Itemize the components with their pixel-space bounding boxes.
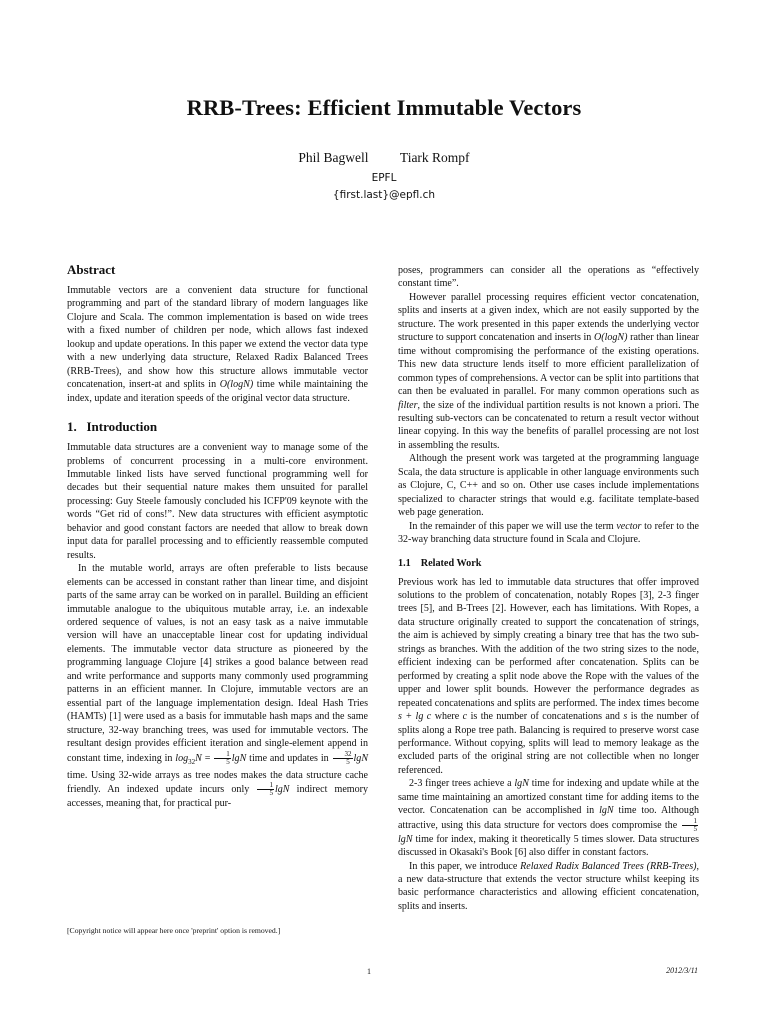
page-number: 1 <box>367 967 371 976</box>
fraction: $\frac{1}{5}$ <box>257 782 274 797</box>
copyright-notice: [Copyright notice will appear here once 'preprint' option is removed.] <box>67 926 281 935</box>
author-email: {first.last}@epfl.ch <box>332 189 436 201</box>
introduction-heading <box>67 419 368 435</box>
fraction: $\frac{1}{5}$ <box>682 818 699 833</box>
paper-title: RRB-Trees: Efficient Immutable Vectors <box>186 95 582 120</box>
subsection-number: 1.1 <box>398 557 411 569</box>
related-work-heading <box>398 557 699 570</box>
related-paragraph-3: In this paper, we introduce Relaxed Radix Balanced Trees (RRB-Trees), a new data-structure that extends the vector structure whilst keeping its basic performance characteristics and allowing efficient concatenation, splits and inserts. <box>398 860 699 912</box>
fraction: $\frac{32}{5}$ <box>333 751 353 766</box>
intro-paragraph-2: In the mutable world, arrays are often preferable to lists because elements can be accessed in constant rather than linear time, and disjoint parts of the same array can be worked on in parallel. Building an efficient immutable analogue to the ubiquitous mutable array, i.e. an indexable ordered sequence of values, is not an easy task as a naive immutable version will have an unacceptable linear cost for updating individual elements. The immutable vector data structure as pioneered by the programming language Clojure [4] strikes a good balance between read and write performance and supports many commonly used programming patterns in an efficient manner. In Clojure, immutable vectors are an essential part of the language implementation design. Ideal Hash Tries (HAMTs) [1] were used as a basis for immutable hash maps and the same structure, 32-way branching trees, was used for immutable vectors. The resultant design provides efficient iteration and single-element append in constant time, indexing in $\log_{32}N$ = $\frac{1}{5}$ lgN time and updates in $\frac{32}{5}$ lgN time. Using 32-wide arrays as tree nodes makes the data structure cache friendly. An indexed update incurs only $\frac{1}{5}$ lgN indirect memory accesses, meaning that, for practical pur- <box>67 563 369 810</box>
intro-paragraph-continued: poses, programmers can consider all the operations as “effectively constant time”. <box>398 265 699 290</box>
affiliation: EPFL <box>371 172 397 184</box>
section-title: Introduction <box>86 419 158 435</box>
right-column <box>398 264 699 913</box>
abstract-text: Immutable vectors are a convenient data structure for functional programming and part of the standard library of modern languages like Clojure and Scala. The common implementation is based on wide trees with a fixed number of children per node, which allows fast indexed lookup and update operations. In this paper we extend the vector data type with a new underlying data structure, Relaxed Radix Balanced Trees (RRB-Trees), and show how this structure allows immutable vector concatenation, insert-at and splits in O(logN) time while maintaining the index, update and iteration speeds of the original vector data structure. <box>67 285 369 404</box>
related-paragraph-2: 2-3 finger trees achieve a lgN time for indexing and update while at the same time maintaining an amortized constant time for adding items to the vector. Concatenation can be accomplished in lgN time too. Although attractive, using this data structure for vectors does compromise the $\frac{1}{5}$ lgN time for index, making it theoretically 5 times slower. Data structures discussed in Okasaki's Book [6] also differ in constant factors. <box>398 778 699 859</box>
related-paragraph-1: Previous work has led to immutable data structures that offer improved solutions to the problem of concatenation, notably Ropes [3], 2-3 finger trees [5], and B-Trees [2]. However, each has limitations. With Ropes, a data structure originally created to support the concatenation of strings, the aim is achieved by simply creating a binary tree that has the two sub-strings as branches. With the addition of the two string sizes to the node, efficient indexing can be performed after concatenation. Splits can be performed by creating a split node above the Rope with the values of the upper and lower split bounds. However the performance degrades as repeated concatenations and splits are performed. The index times become s + lg c where c is the number of concatenations and s is the number of splits along a Rope tree path. Balancing is required to preserve worst case performance. Without copying, splits will lead to memory leakage as the excluded parts of the original string are not collectible when no longer referenced. <box>398 576 700 776</box>
author-list <box>0 150 768 166</box>
subsection-title: Related Work <box>420 557 482 569</box>
fraction: $\frac{1}{5}$ <box>214 751 231 766</box>
document-date: 2012/3/11 <box>666 966 698 975</box>
author-name: Phil Bagwell <box>298 150 369 165</box>
abstract-heading: Abstract <box>67 262 116 277</box>
intro-paragraph-1: Immutable data structures are a convenient way to manage some of the problems of concurrent processing in a multi-core environment. Immutable linked lists have served functional programming well for decades but their sequential nature makes them unsuited for parallel processing: Guy Steele famously concluded his ICFP'09 keynote with the words “Get rid of cons!”. New data structures with efficient asymptotic behavior and good constant factors are needed that allow to break down input data for parallel processing and to efficiently reassemble computed results. <box>67 442 368 561</box>
left-column <box>67 262 368 811</box>
intro-paragraph-5: In the remainder of this paper we will use the term vector to refer to the 32-way branching data structure found in Scala and Clojure. <box>398 520 699 546</box>
intro-paragraph-4: Although the present work was targeted at the programming language Scala, the data structure is applicable in other language environments such as Clojure, C, C++ and so on. Other use cases include implementations specialized to character strings that would e.g. facilitate template-based web page generation. <box>398 453 699 519</box>
math-o-logn: O(logN) <box>219 379 254 391</box>
section-number: 1. <box>67 419 77 435</box>
author-name: Tiark Rompf <box>399 150 470 165</box>
intro-paragraph-3: However parallel processing requires efficient vector concatenation, splits and inserts at a given index, which are not easily supported by the structure. The work presented in this paper extends the underlying vector structure to support concatenation and inserts in O(logN) rather than linear time without compromising the performance of the existing operations. This new data structure lends itself to more efficient parallelization of common types of comprehensions. A vector can be split into partitions that can then be evaluated in parallel. For many common operations such as filter, the size of the individual partition results is not known a priori. The resulting sub-vectors can be concatenated to return a result vector without linear copying. In this way the benefits of parallel processing are not lost in assembling the results. <box>398 291 700 451</box>
